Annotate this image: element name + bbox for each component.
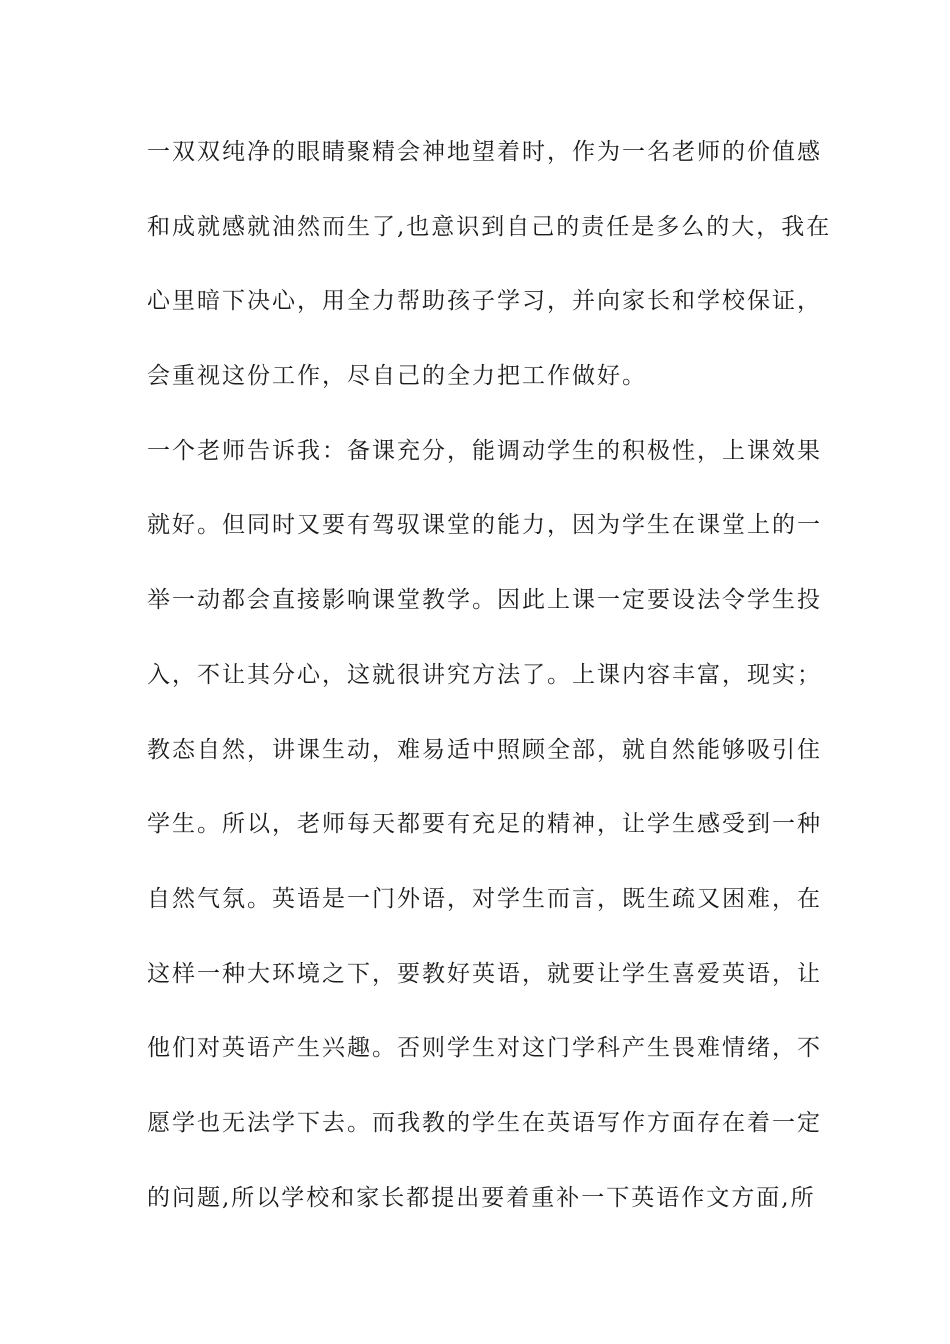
body-text	[147, 132, 832, 1252]
text-line: 举一动都会直接影响课堂教学。因此上课一定要设法令学生投	[147, 587, 822, 614]
text-line: 愿学也无法学下去。而我教的学生在英语写作方面存在着一定	[147, 1109, 822, 1136]
text-line: 入，不让其分心，这就很讲究方法了。上课内容丰富，现实；	[147, 661, 822, 688]
text-line: 会重视这份工作，尽自己的全力把工作做好。	[147, 363, 647, 390]
text-line: 就好。但同时又要有驾驭课堂的能力，因为学生在课堂上的一	[147, 512, 822, 539]
text-line: 他们对英语产生兴趣。否则学生对这门学科产生畏难情绪，不	[147, 1035, 822, 1062]
text-line: 和成就感就油然而生了,也意识到自己的责任是多么的大，我在	[147, 213, 832, 240]
text-line: 学生。所以，老师每天都要有充足的精神，让学生感受到一种	[147, 811, 822, 838]
text-line: 这样一种大环境之下，要教好英语，就要让学生喜爱英语，让	[147, 960, 822, 987]
text-line: 的问题,所以学校和家长都提出要着重补一下英语作文方面,所	[147, 1184, 816, 1211]
text-line: 心里暗下决心，用全力帮助孩子学习，并向家长和学校保证，	[147, 288, 822, 315]
text-line: 一双双纯净的眼睛聚精会神地望着时，作为一名老师的价值感	[147, 139, 822, 165]
text-line: 教态自然，讲课生动，难易适中照顾全部，就自然能够吸引住	[147, 736, 822, 763]
text-line: 自然气氛。英语是一门外语，对学生而言，既生疏又困难，在	[147, 885, 822, 912]
text-line: 一个老师告诉我：备课充分，能调动学生的积极性，上课效果	[147, 437, 822, 464]
